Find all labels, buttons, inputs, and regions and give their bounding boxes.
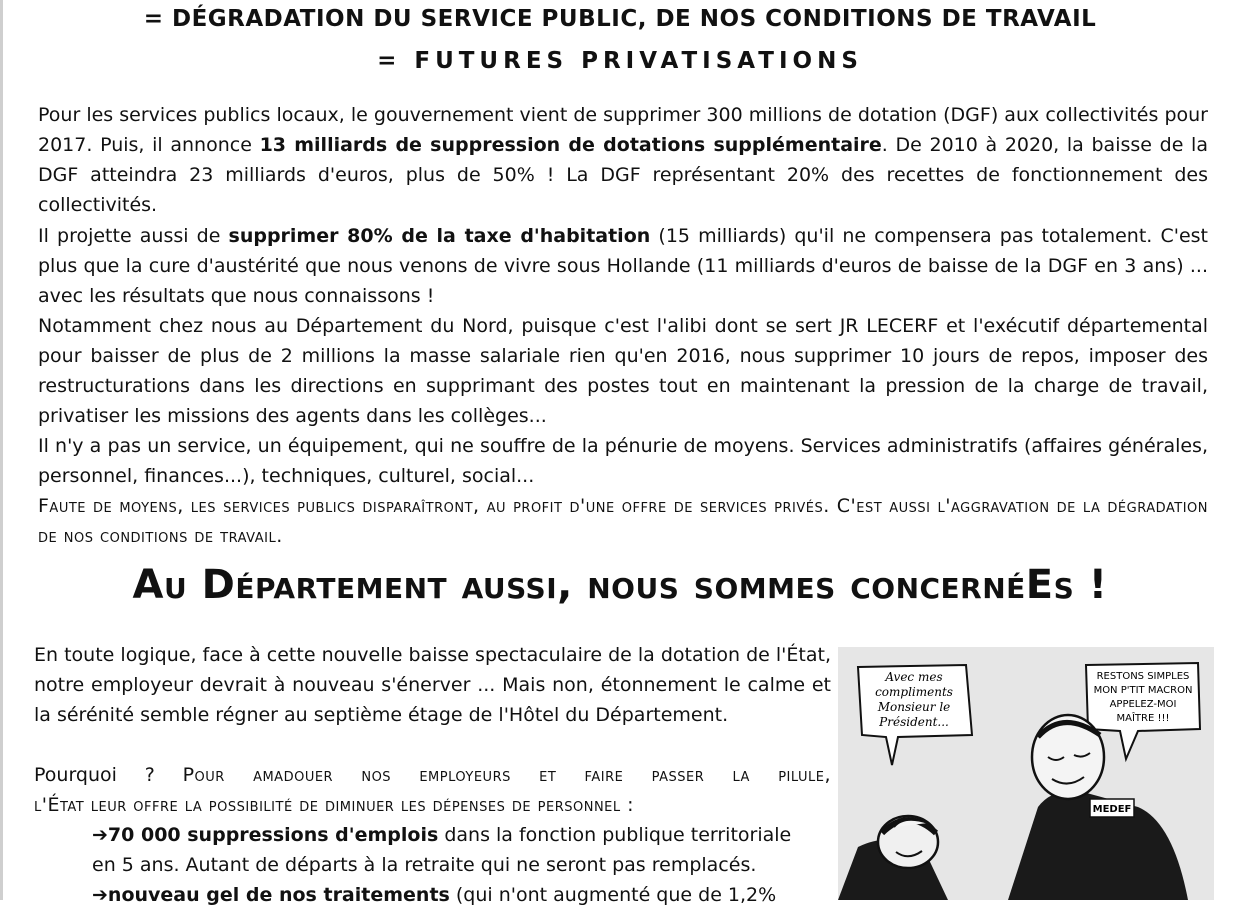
paragraph-logique: En toute logique, face à cette nouvelle baisse spectaculaire de la dotation de l'État, notre employeur devrait à nouveau s'énerver ... Mais non, étonnement le calme et la sérénité semble régner au septième étage de l'Hôtel du Département.	[34, 644, 831, 726]
paragraph-pourquoi-line2: l'État leur offre la possibilité de diminuer les dépenses de personnel :	[34, 794, 635, 816]
cartoon-illustration	[838, 647, 1214, 900]
p2-bold: supprimer 80% de la taxe d'habitation	[228, 225, 651, 247]
p1-bold: 13 milliards de suppression de dotations supplémentaire	[259, 134, 882, 156]
bullet-suppressions-line2: en 5 ans. Autant de départs à la retraite qui ne seront pas remplacés.	[92, 854, 757, 876]
bubble-right-line-1: RESTONS SIMPLES	[1096, 671, 1190, 682]
bubble-left-line-4: Président...	[879, 715, 949, 729]
bullet1-rest: dans la fonction publique territoriale	[438, 824, 792, 846]
section-heading: Au Département aussi, nous sommes concernéEs !	[132, 562, 1108, 608]
bullet2-rest: (qui n'ont augmenté que de 1,2%	[449, 884, 777, 906]
paragraph-penurie: Il n'y a pas un service, un équipement, qui ne souffre de la pénurie de moyens. Services administratifs (affaires générales, personnel, finances...), techniques, culturel, social...	[38, 435, 1208, 487]
paragraph-dotations	[38, 100, 1208, 220]
pourquoi-smallcaps: Pour amadouer nos employeurs et faire passer la pilule,	[182, 764, 831, 786]
figure-right-head	[1032, 715, 1104, 799]
page-edge	[0, 0, 3, 900]
bullet1-bold: 70 000 suppressions d'emplois	[107, 824, 439, 846]
arrow-icon: ➔	[92, 884, 108, 906]
paragraph-faute-de-moyens: Faute de moyens, les services publics disparaîtront, au profit d'une offre de services privés. C'est aussi l'aggravation de la dégradation de nos conditions de travail.	[38, 495, 1208, 547]
paragraph-pourquoi-line1	[34, 760, 831, 790]
paragraph-departement-nord: Notamment chez nous au Département du Nord, puisque c'est l'alibi dont se sert JR LECERF et l'exécutif départemental pour baisser de plus de 2 millions la masse salariale rien qu'en 2016, nous supprimer 10 jours de repos, imposer des restructurations dans les directions en supprimant des postes tout en maintenant la pression de la charge de travail, privatiser les missions des agents dans les collèges...	[38, 315, 1208, 427]
p2-text-c: (15 milliards) qu'il ne compensera pas totalement. C'est plus que la cure d'austérité que nous venons de vivre sous Hollande (11 milliards d'euros de baisse de la DGF en 3 ans) ... avec les résultats que nous connaissons !	[38, 225, 1208, 307]
bullet2-bold: nouveau gel de nos traitements	[107, 884, 450, 906]
bubble-right-line-4: MAÎTRE !!!	[1116, 713, 1170, 724]
heading-line-1: = DÉGRADATION DU SERVICE PUBLIC, DE NOS CONDITIONS DE TRAVAIL	[143, 6, 1097, 32]
medef-badge-text: MEDEF	[1092, 804, 1132, 815]
paragraph-taxe-habitation	[38, 221, 1208, 311]
bubble-right-line-3: APPELEZ-MOI	[1109, 699, 1177, 710]
bullet-suppressions-emplois	[92, 820, 832, 850]
pourquoi-text: Pourquoi ?	[34, 764, 183, 786]
p1-text-c: . De 2010 à 2020, la baisse de la DGF atteindra 23 milliards d'euros, plus de 50% ! La DGF représentant 20% des recettes de fonctionnement des collectivités.	[38, 134, 1208, 216]
bubble-left-line-1: Avec mes	[885, 670, 943, 684]
arrow-icon: ➔	[92, 824, 108, 846]
bubble-left-line-2: compliments	[875, 685, 953, 699]
p1-text-a: Pour les services publics locaux, le gouvernement vient de supprimer 300 millions de dotation (DGF) aux collectivités pour 2017. Puis, il annonce	[38, 104, 1208, 156]
heading-line-2: = FUTURES PRIVATISATIONS	[377, 48, 863, 74]
bubble-left-line-3: Monsieur le	[877, 700, 951, 714]
bubble-right-line-2: MON P'TIT MACRON	[1093, 685, 1193, 696]
bullet-gel-traitements	[92, 880, 832, 910]
p2-text-a: Il projette aussi de	[38, 225, 229, 247]
